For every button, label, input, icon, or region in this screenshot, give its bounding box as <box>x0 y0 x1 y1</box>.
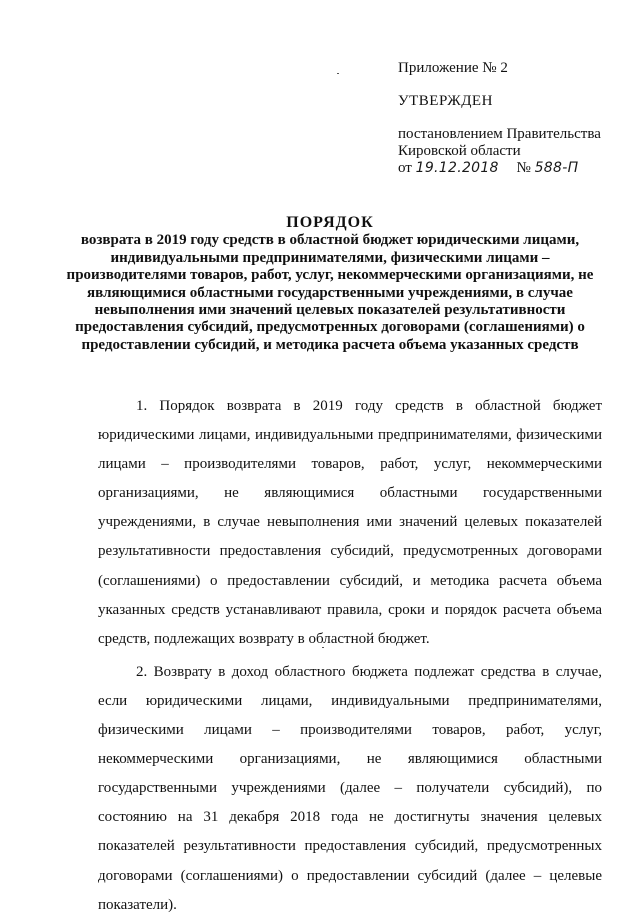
decree-line-2: Кировской области <box>398 143 521 159</box>
date-prefix: от <box>398 160 412 176</box>
handwritten-number: 588-П <box>534 160 579 176</box>
handwritten-date: 19.12.2018 <box>415 160 499 176</box>
appendix-label: Приложение № 2 <box>398 60 508 76</box>
heading-title: ПОРЯДОК <box>286 214 374 231</box>
decree-date-line <box>398 160 628 177</box>
heading-subtitle: возврата в 2019 году средств в областной бюджет юридическими лицами, индивидуальными предпринимателями, физическими лицами – производителями товаров, работ, услуг, некоммерческими организациями, не являющимися областными государственными учреждениями, в случае невыполнения ими значений целевых показателей результативности предоставления субсидий, предусмотренных договорами (соглашениями) о предоставлении субсидий, и методика расчета объема указанных средств <box>66 232 594 353</box>
scan-speck <box>337 73 339 74</box>
approval-block <box>398 60 628 177</box>
document-body <box>98 392 602 924</box>
decree-reference <box>398 126 628 177</box>
decree-line-1: постановлением Правительства <box>398 126 601 142</box>
document-heading <box>60 214 600 354</box>
scan-speck <box>322 647 324 648</box>
approved-stamp: УТВЕРЖДЕН <box>398 93 493 109</box>
paragraph-1: 1. Порядок возврата в 2019 году средств в областной бюджет юридическими лицами, индивидуальными предпринимателями, физическими лицами – производителями товаров, работ, услуг, некоммерческими организациями, не являющимися областными государственными учреждениями, в случае невыполнения ими значений целевых показателей результативности предоставления субсидий, предусмотренных договорами (соглашениями) о предоставлении субсидий, и методика расчета объема указанных средств устанавливают правила, сроки и порядок расчета объема средств, подлежащих возврату в областной бюджет. <box>98 398 602 647</box>
number-prefix: № <box>516 160 531 176</box>
paragraph-2: 2. Возврату в доход областного бюджета подлежат средства в случае, если юридическими лицами, индивидуальными предпринимателями, физическими лицами – производителями товаров, работ, услуг, некоммерческими организациями, не являющимися областными государственными учреждениями (далее – получатели субсидий), по состоянию на 31 декабря 2018 года не достигнуты значения целевых показателей результативности предоставления субсидий, предусмотренных договорами (соглашениями) о предоставлении субсидий (далее – целевые показатели). <box>98 663 602 913</box>
